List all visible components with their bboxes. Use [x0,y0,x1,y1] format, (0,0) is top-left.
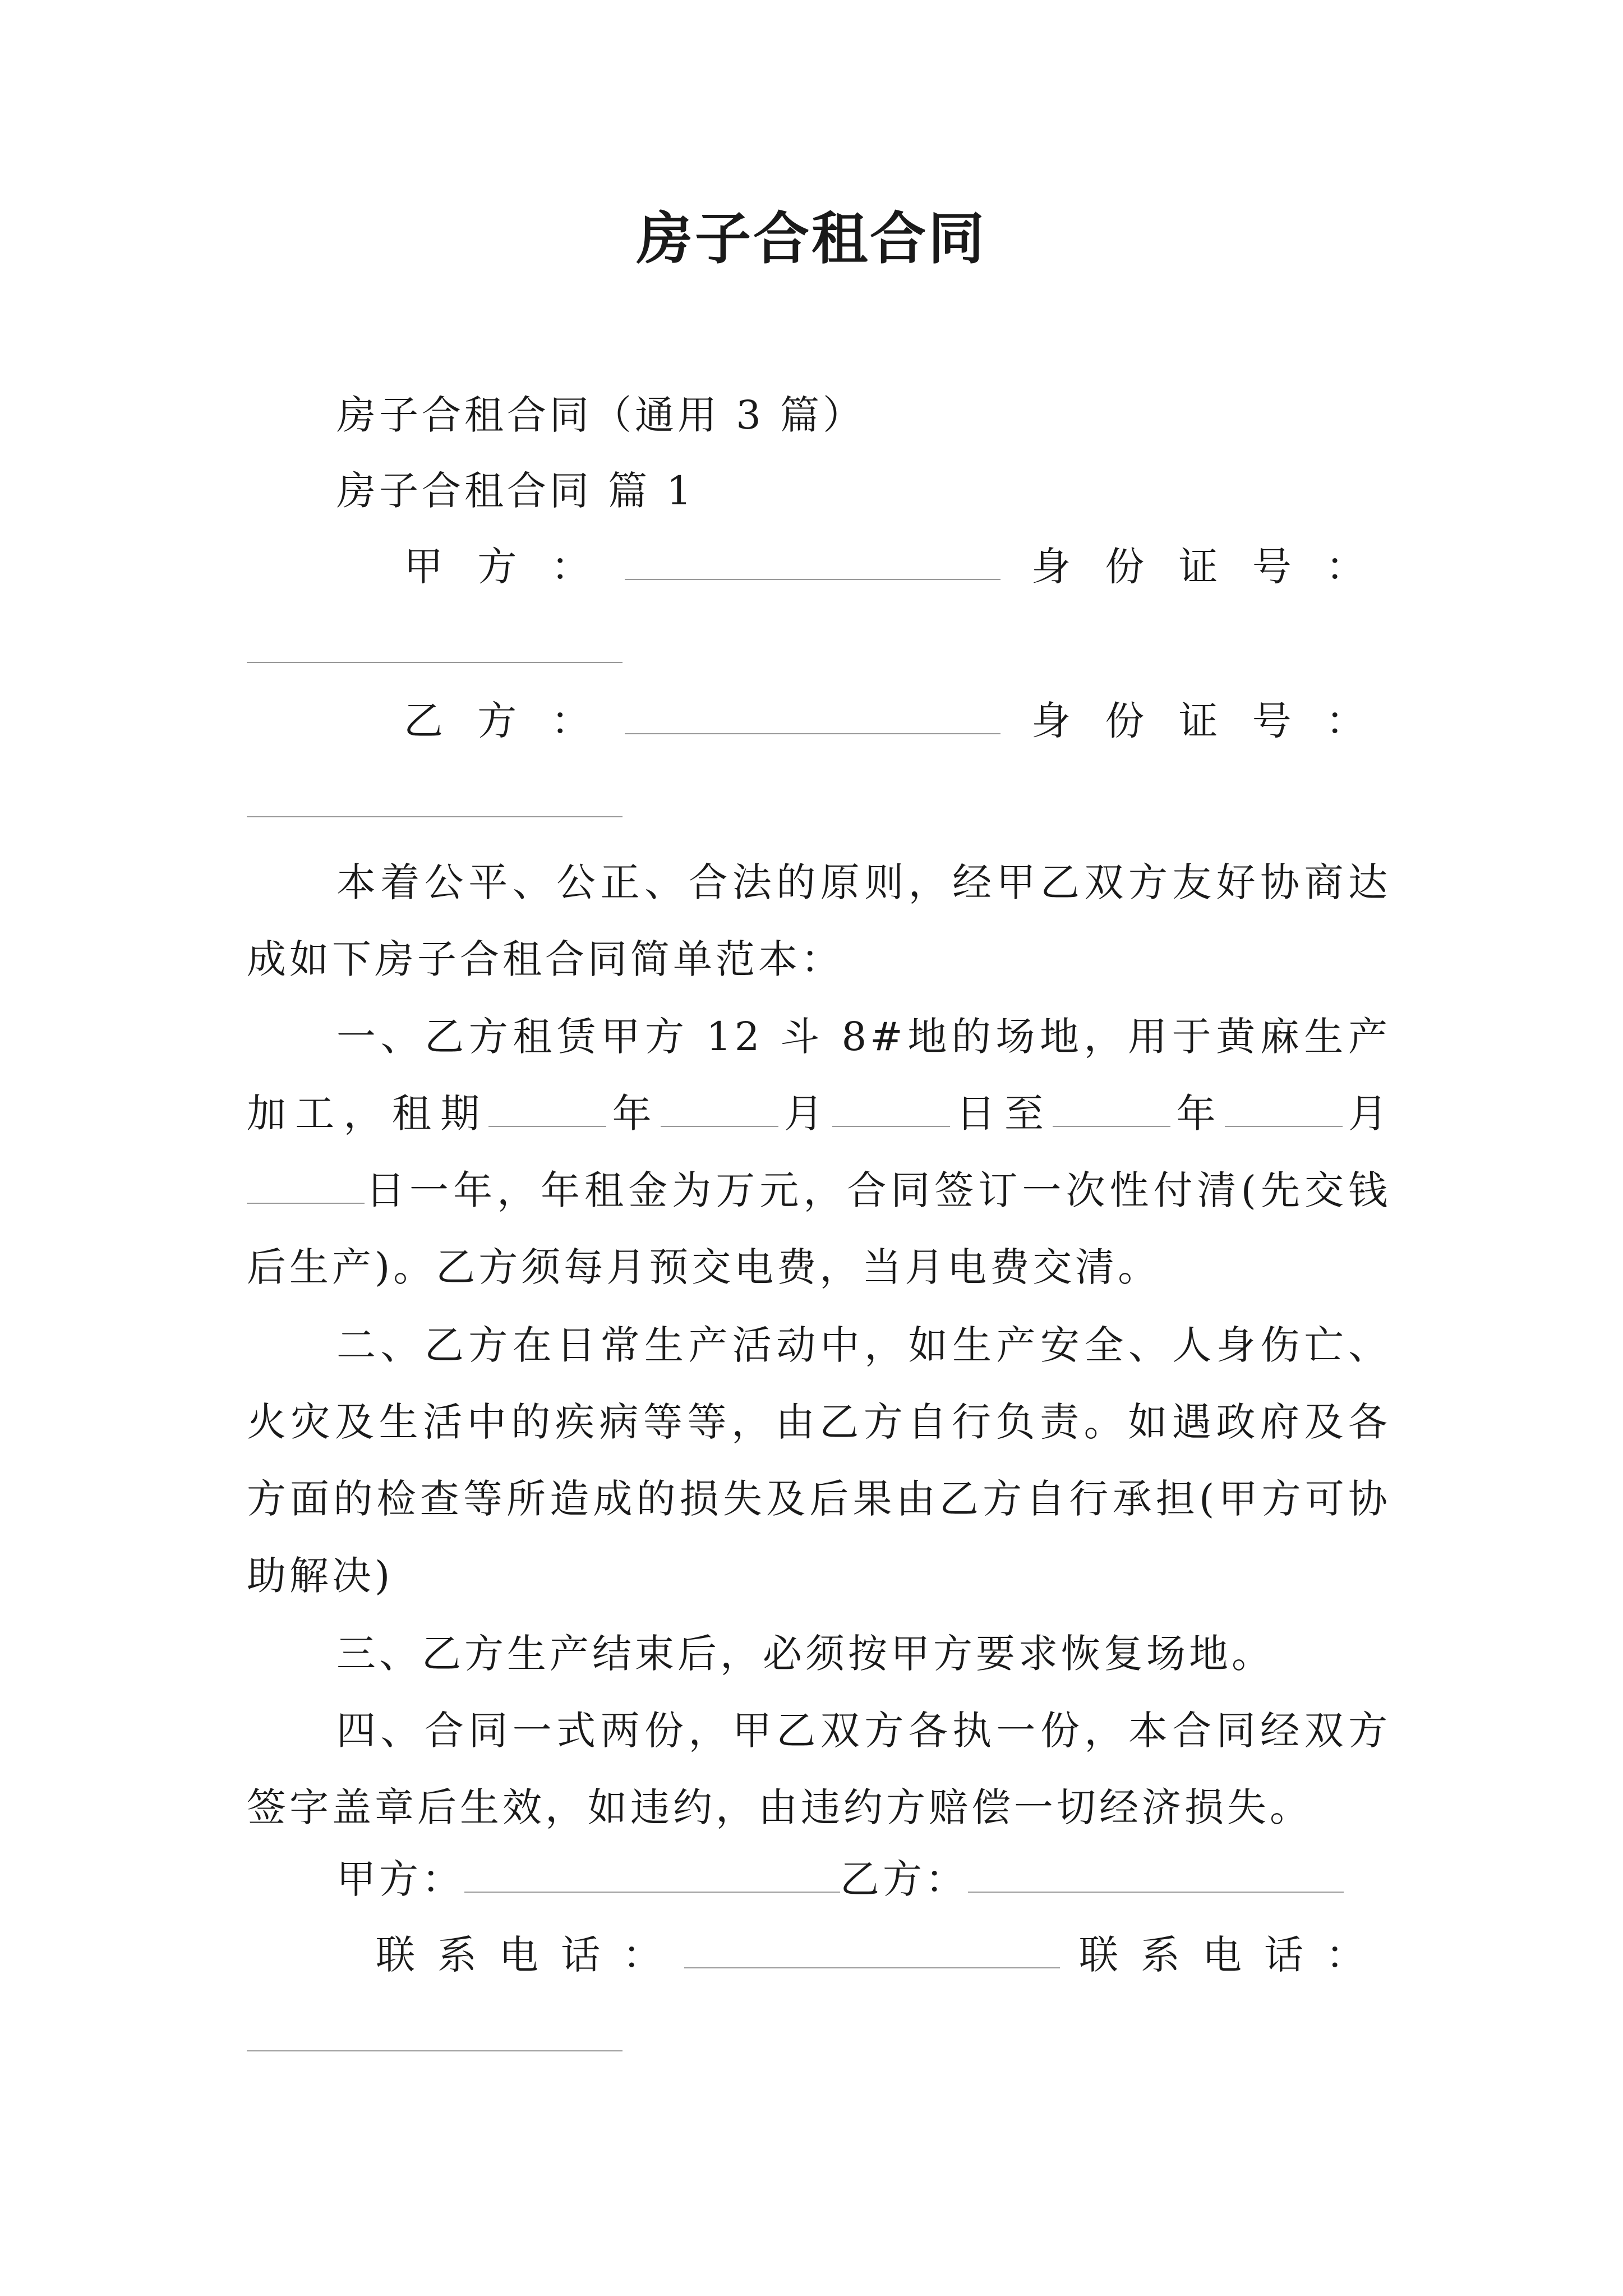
day-to-label: 日至 [950,1091,1053,1137]
clause-4-paragraph: 四、合同一式两份，甲乙双方各执一份，本合同经双方签字盖章后生效，如违约，由违约方赔偿一切经济损失。 [247,1708,1391,1830]
party-b-label-char: 乙 [404,698,446,744]
contact-label-char: 话 [1264,1932,1307,1978]
intro-paragraph: 本着公平、公正、合法的原则，经甲乙双方友好协商达成如下房子合租合同简单范本： [247,859,1391,982]
clause-2-paragraph: 二、乙方在日常生产活动中，如生产安全、人身伤亡、火灾及生活中的疾病等等，由乙方自行负责。如遇政府及各方面的检查等所造成的损失及后果由乙方自行承担(甲方可协助解决) [247,1322,1391,1599]
start-month-blank[interactable] [661,1087,778,1127]
party-a-id-label-char: 份 [1105,544,1148,590]
contact-phone-row [376,1924,1368,1986]
clause-1-paragraph [247,999,1391,1306]
party-a-id-label-char: ： [1326,544,1368,590]
party-a-label-char: 甲 [404,544,446,590]
party-a-signature-label: 甲方： [336,1856,464,1902]
clause-1-text-a: 一、乙方租赁甲方 12 斗 8#地的场地，用于黄麻生产加工，租期 [247,1014,1391,1137]
year-label: 年 [1170,1091,1225,1137]
end-month-blank[interactable] [1225,1087,1343,1127]
party-a-id-label-char: 身 [1031,544,1074,590]
party-b-id-blank[interactable] [247,816,623,817]
party-a-id-label-char: 证 [1178,544,1221,590]
party-b-row [404,690,1368,752]
party-a-phone-blank[interactable] [684,1928,1060,1968]
party-a-label-char: ： [551,544,594,590]
year-label: 年 [606,1091,661,1137]
contact-label-char: ： [623,1932,665,1978]
contact-label-char: 联 [376,1932,418,1978]
clause-3-paragraph: 三、乙方生产结束后，必须按甲方要求恢复场地。 [336,1631,1274,1677]
party-a-id-blank[interactable] [247,662,623,663]
start-year-blank[interactable] [488,1087,606,1127]
party-a-name-blank[interactable] [625,540,1000,580]
party-b-id-label-char: 号 [1252,698,1295,744]
document-title: 房子合租合同 [637,205,986,272]
party-b-label-char: ： [551,698,594,744]
party-a-label-char: 方 [477,544,520,590]
end-day-blank[interactable] [247,1163,365,1204]
party-b-id-label-char: 证 [1178,698,1221,744]
end-year-blank[interactable] [1053,1087,1170,1127]
section-heading: 房子合租合同 篇 1 [336,468,695,514]
signature-row [336,1848,1344,1910]
party-a-signature-blank[interactable] [464,1852,840,1893]
party-b-name-blank[interactable] [625,694,1000,734]
contact-label-char: 系 [1141,1932,1183,1978]
document-subtitle: 房子合租合同（通用 3 篇） [336,392,866,438]
party-b-label-char: 方 [477,698,520,744]
contact-label-char: ： [1326,1932,1368,1978]
party-b-id-label-char: 份 [1105,698,1148,744]
contact-label-char: 系 [437,1932,480,1978]
month-label: 月 [778,1091,833,1137]
party-b-signature-blank[interactable] [968,1852,1344,1893]
clause-1-text-b: 日一年，年租金为万元，合同签订一次性付清(先交钱后生产)。乙方须每月预交电费，当月电费交清。 [247,1167,1391,1290]
start-day-blank[interactable] [832,1087,950,1127]
month-label: 月 [1342,1091,1391,1137]
contact-label-char: 电 [499,1932,542,1978]
contact-label-char: 电 [1202,1932,1245,1978]
party-b-signature-label: 乙方： [840,1856,968,1902]
party-b-id-label-char: ： [1326,698,1368,744]
party-a-id-label-char: 号 [1252,544,1295,590]
contact-label-char: 话 [561,1932,603,1978]
party-b-id-label-char: 身 [1031,698,1074,744]
contact-label-char: 联 [1079,1932,1122,1978]
party-a-row [404,536,1368,597]
party-b-phone-blank[interactable] [247,2050,623,2051]
